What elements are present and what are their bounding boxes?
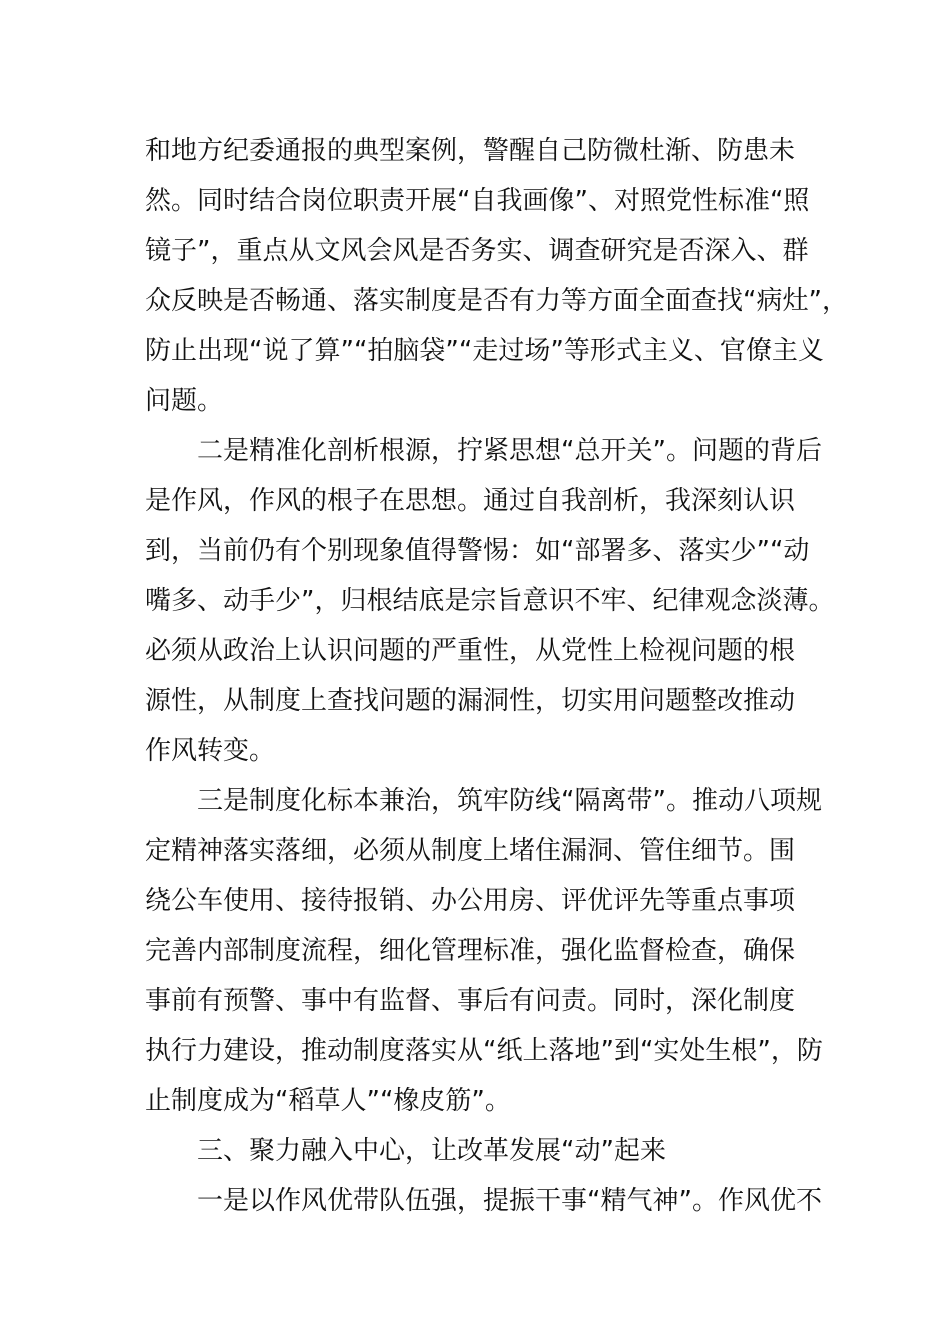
text-line: 必须从政治上认识问题的严重性，从党性上检视问题的根	[145, 636, 796, 666]
text-line: 和地方纪委通报的典型案例，警醒自己防微杜渐、防患未	[145, 136, 796, 166]
text-line: 绕公车使用、接待报销、办公用房、评优评先等重点事项	[145, 886, 796, 916]
text-line: 问题。	[145, 386, 224, 416]
text-line: 源性，从制度上查找问题的漏洞性，切实用问题整改推动	[145, 686, 796, 716]
text-line: 作风转变。	[145, 736, 276, 766]
text-line: 定精神落实落细，必须从制度上堵住漏洞、管住细节。围	[145, 836, 796, 866]
text-line: 嘴多、动手少”，归根结底是宗旨意识不牢、纪律观念淡薄。	[145, 586, 835, 616]
section-heading: 三、聚力融入中心，让改革发展“动”起来	[197, 1136, 666, 1166]
text-line: 止制度成为“稻草人”“橡皮筋”。	[145, 1086, 511, 1116]
text-line: 是作风，作风的根子在思想。通过自我剖析，我深刻认识	[145, 486, 796, 516]
paragraph-start-line: 三是制度化标本兼治，筑牢防线“隔离带”。推动八项规	[197, 786, 822, 816]
text-line: 完善内部制度流程，细化管理标准，强化监督检查，确保	[145, 936, 796, 966]
paragraph-start-line: 二是精准化剖析根源，拧紧思想“总开关”。问题的背后	[197, 436, 822, 466]
paragraph-start-line: 一是以作风优带队伍强，提振干事“精气神”。作风优不	[197, 1186, 822, 1216]
text-line: 防止出现“说了算”“拍脑袋”“走过场”等形式主义、官僚主义	[145, 336, 824, 366]
document-body	[145, 126, 848, 1226]
text-line: 事前有预警、事中有监督、事后有问责。同时，深化制度	[145, 986, 796, 1016]
text-line: 到，当前仍有个别现象值得警惕：如“部署多、落实少”“动	[145, 536, 810, 566]
text-line: 执行力建设，推动制度落实从“纸上落地”到“实处生根”，防	[145, 1036, 823, 1066]
text-line: 镜子”，重点从文风会风是否务实、调查研究是否深入、群	[145, 236, 809, 266]
text-line: 众反映是否畅通、落实制度是否有力等方面全面查找“病灶”，	[145, 286, 848, 316]
text-line: 然。同时结合岗位职责开展“自我画像”、对照党性标准“照	[145, 186, 810, 216]
